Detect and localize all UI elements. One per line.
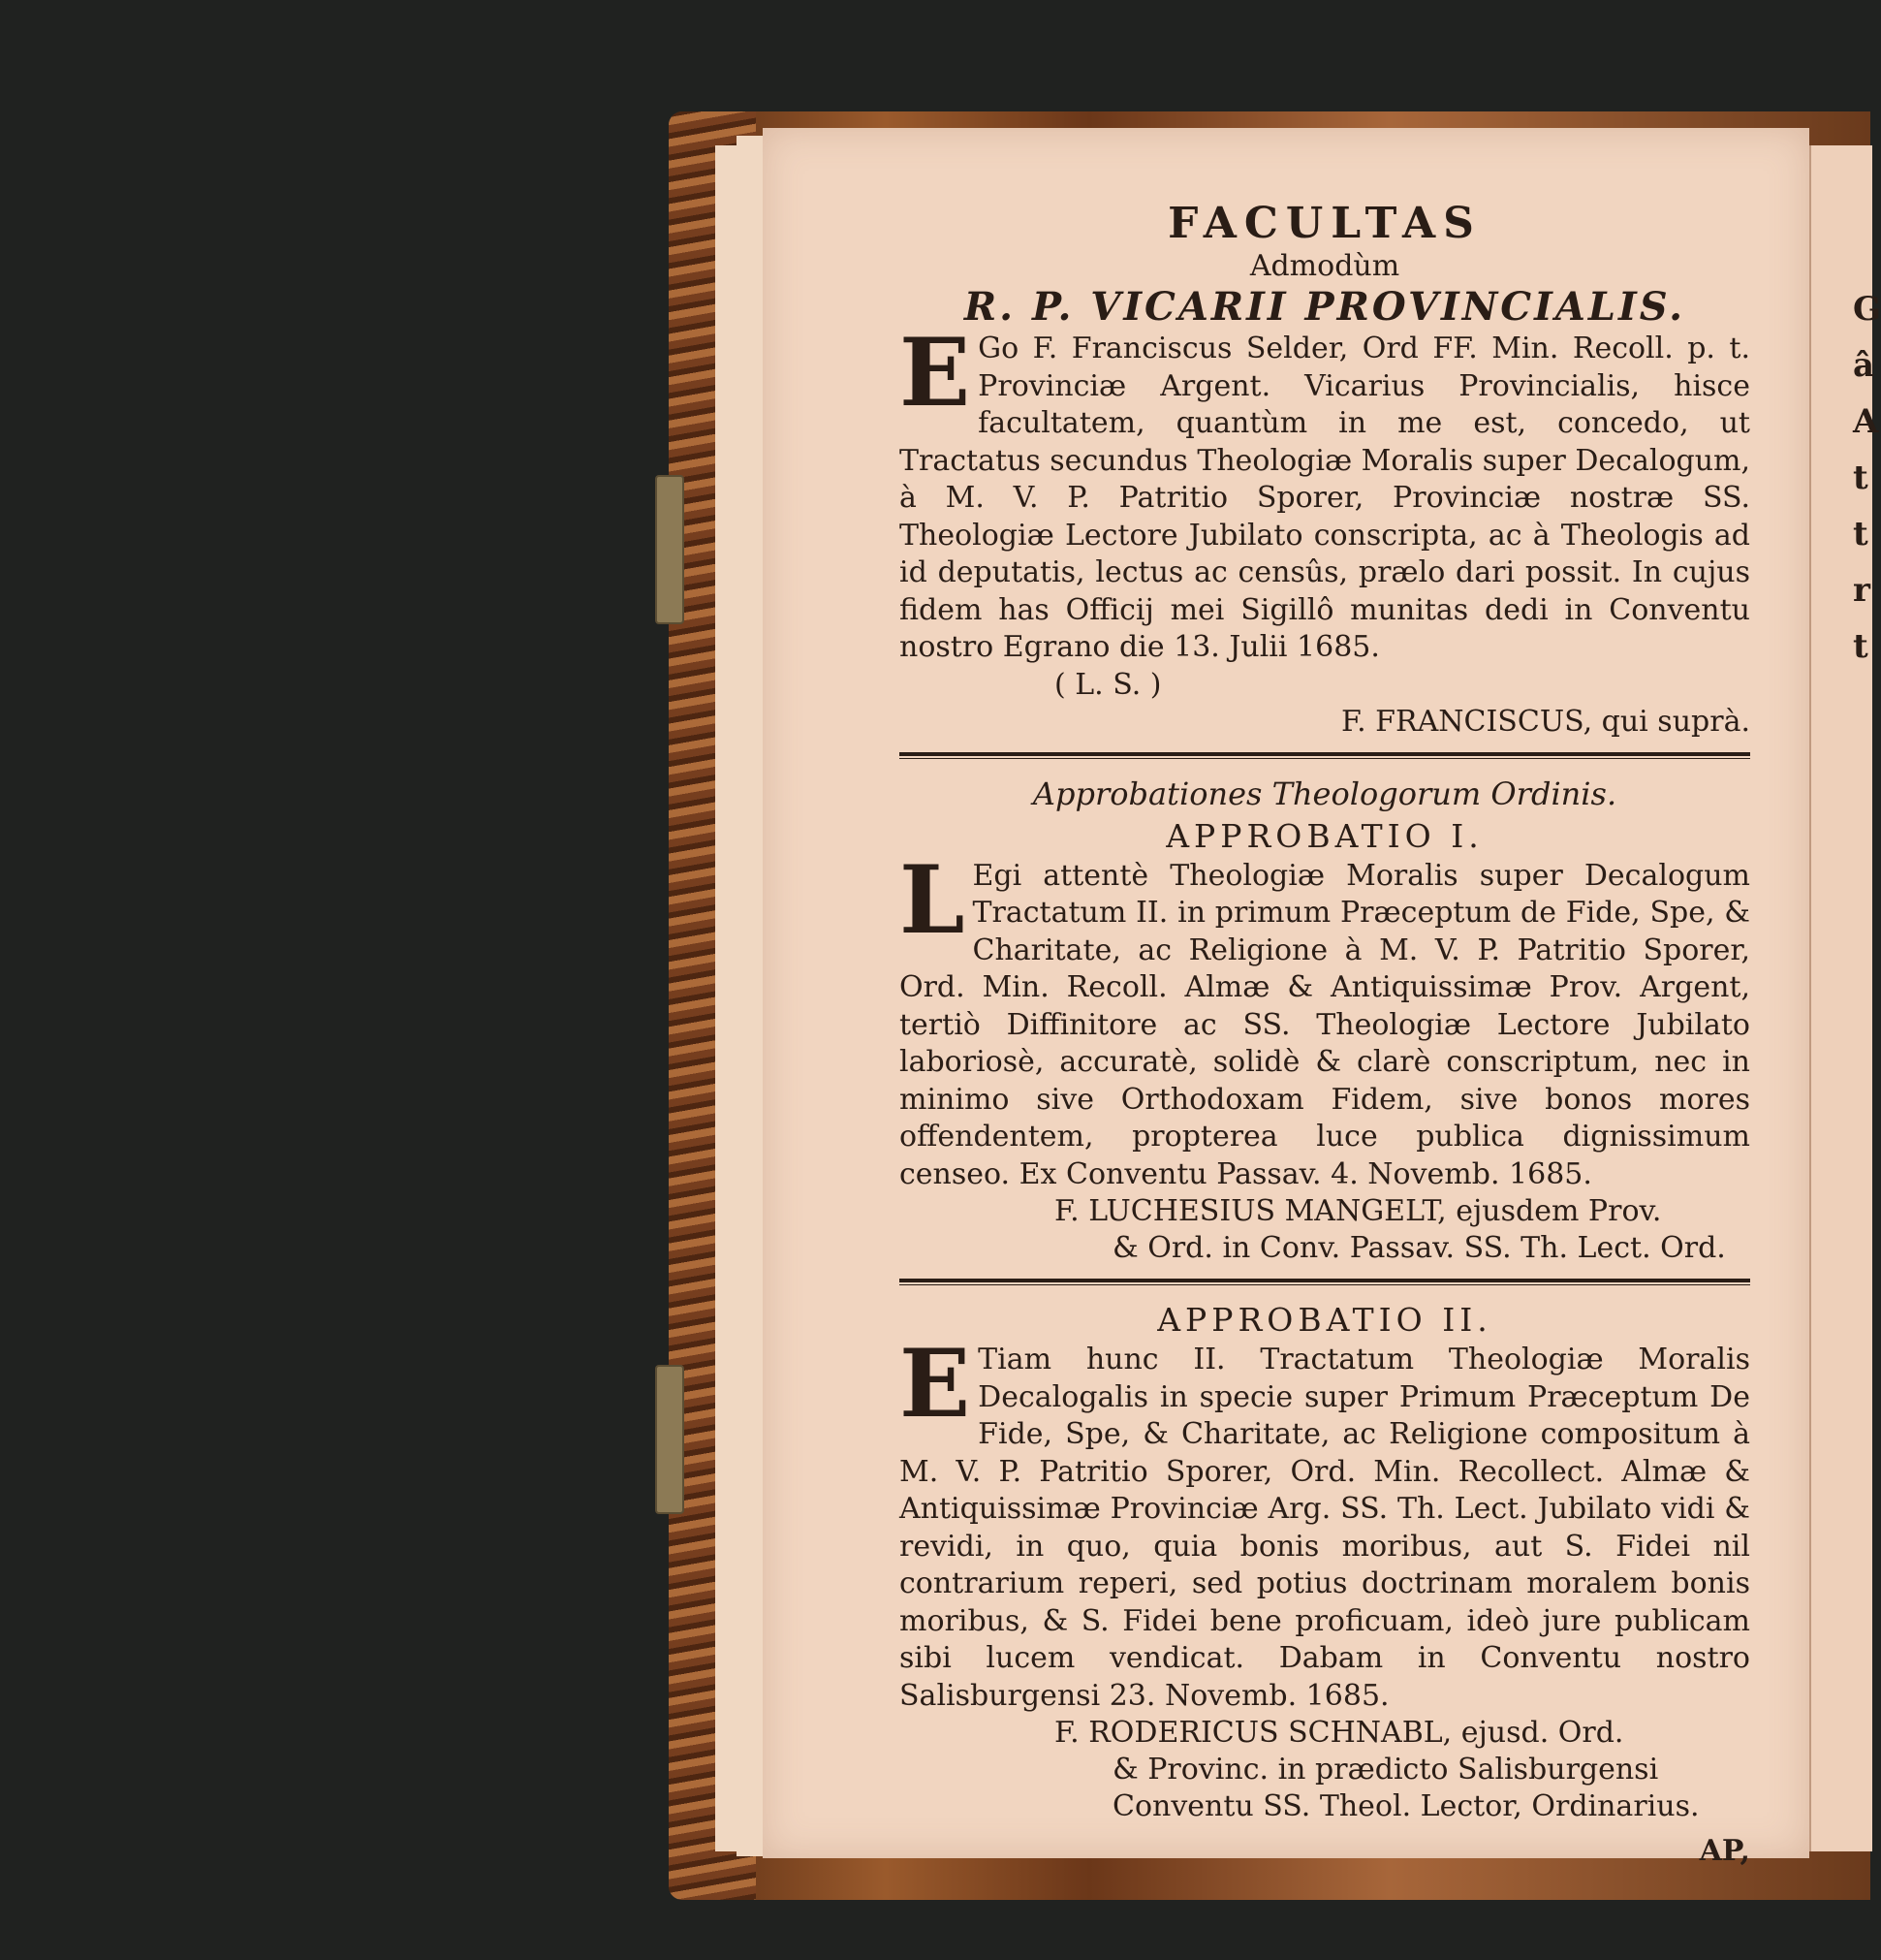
facultas-subtitle: Admodùm: [1249, 249, 1400, 283]
facing-letter: A: [1853, 402, 1879, 441]
dropcap: E: [899, 318, 971, 427]
page-text: [899, 199, 1750, 1871]
facultas-body: Go F. Franciscus Selder, Ord FF. Min. Recoll. p. t. Provinciæ Argent. Vicarius Provincialis, hisce facultatem, quantùm in me est, concedo, ut Tractatus secundus Theologiæ Moralis super Decalogum, à M. V. P. Patritio Sporer, Provinciæ nostræ SS. Theologiæ Lectore Jubilato conscripta, ac à Theologis ad id deputatis, lectus ac censûs, prælo dari possit. In cujus fidem has Officij mei Sigillô munitas dedi in Conventu nostro Egrano die 13. Julii 1685.: [899, 332, 1751, 664]
clasp-hinge-top: [655, 475, 684, 624]
dropcap: E: [899, 1329, 971, 1438]
facultas-heading: R. P. VICARII PROVINCIALIS.: [963, 284, 1686, 330]
divider-rule: [899, 1279, 1750, 1285]
divider-rule: [899, 752, 1750, 759]
facing-letter: â: [1853, 346, 1875, 385]
approbationes-heading: Approbationes Theologorum Ordinis.: [1032, 775, 1617, 812]
clasp-hinge-bottom: [655, 1365, 684, 1514]
facing-letter: r: [1853, 571, 1870, 610]
facing-letter: t: [1853, 627, 1868, 666]
facultas-signature: F. FRANCISCUS, qui suprà.: [1340, 704, 1750, 739]
facing-letter: t: [1853, 458, 1868, 497]
dropcap: L: [899, 844, 965, 955]
facing-letter: t: [1853, 515, 1868, 553]
seal-mark: ( L. S. ): [1054, 667, 1162, 702]
approbatio-1-signature: F. LUCHESIUS MANGELT, ejusdem Prov.: [1054, 1194, 1662, 1228]
facultas-paragraph: [899, 318, 1751, 667]
approbatio-2-title: APPROBATIO II.: [1157, 1301, 1492, 1339]
approbatio-1-signature-cont: & Ord. in Conv. Passav. SS. Th. Lect. Ord.: [1113, 1231, 1726, 1265]
facing-page-letters: [1853, 281, 1881, 675]
catchword: AP,: [1699, 1834, 1750, 1868]
approbatio-1-title: APPROBATIO I.: [1166, 816, 1484, 855]
approbatio-1-paragraph: [899, 844, 1750, 1194]
facultas-title: FACULTAS: [1168, 199, 1482, 248]
approbatio-2-paragraph: [899, 1329, 1750, 1715]
approbatio-2-signature-cont: & Provinc. in prædicto Salisburgensi Conventu SS. Theol. Lector, Ordinarius.: [1113, 1753, 1700, 1823]
approbatio-2-signature: F. RODERICUS SCHNABL, ejusd. Ord.: [1054, 1716, 1624, 1750]
approbatio-1-body: Egi attentè Theologiæ Moralis super Decalogum Tractatum II. in primum Præceptum de Fide, Spe, & Charitate, ac Religione à M. V. P. Patritio Sporer, Ord. Min. Recoll. Almæ & Antiquissimæ Prov. Argent, tertiò Diffinitore ac SS. Theologiæ Lectore Jubilato laboriosè, accuratè, solidè & clarè conscriptum, nec in minimo sive Orthodoxam Fidem, sive bonos mores offendentem, propterea luce publica dignissimum censeo. Ex Conventu Passav. 4. Novemb. 1685.: [899, 858, 1750, 1191]
facing-letter: G: [1853, 290, 1881, 329]
approbatio-2-body: Tiam hunc II. Tractatum Theologiæ Moralis Decalogalis in specie super Primum Præceptum De Fide, Spe, & Charitate, ac Religione compositum à M. V. P. Patritio Sporer, Ord. Min. Recollect. Almæ & Antiquissimæ Provinciæ Arg. SS. Th. Lect. Jubilato vidi & revidi, in quo, quia bonis moribus, aut S. Fidei nil contrarium reperi, sed potius doctrinam moralem bonis moribus, & S. Fidei bene proficuam, ideò jure publicam sibi lucem vendicat. Dabam in Conventu nostro Salisburgensi 23. Novemb. 1685.: [899, 1343, 1750, 1713]
